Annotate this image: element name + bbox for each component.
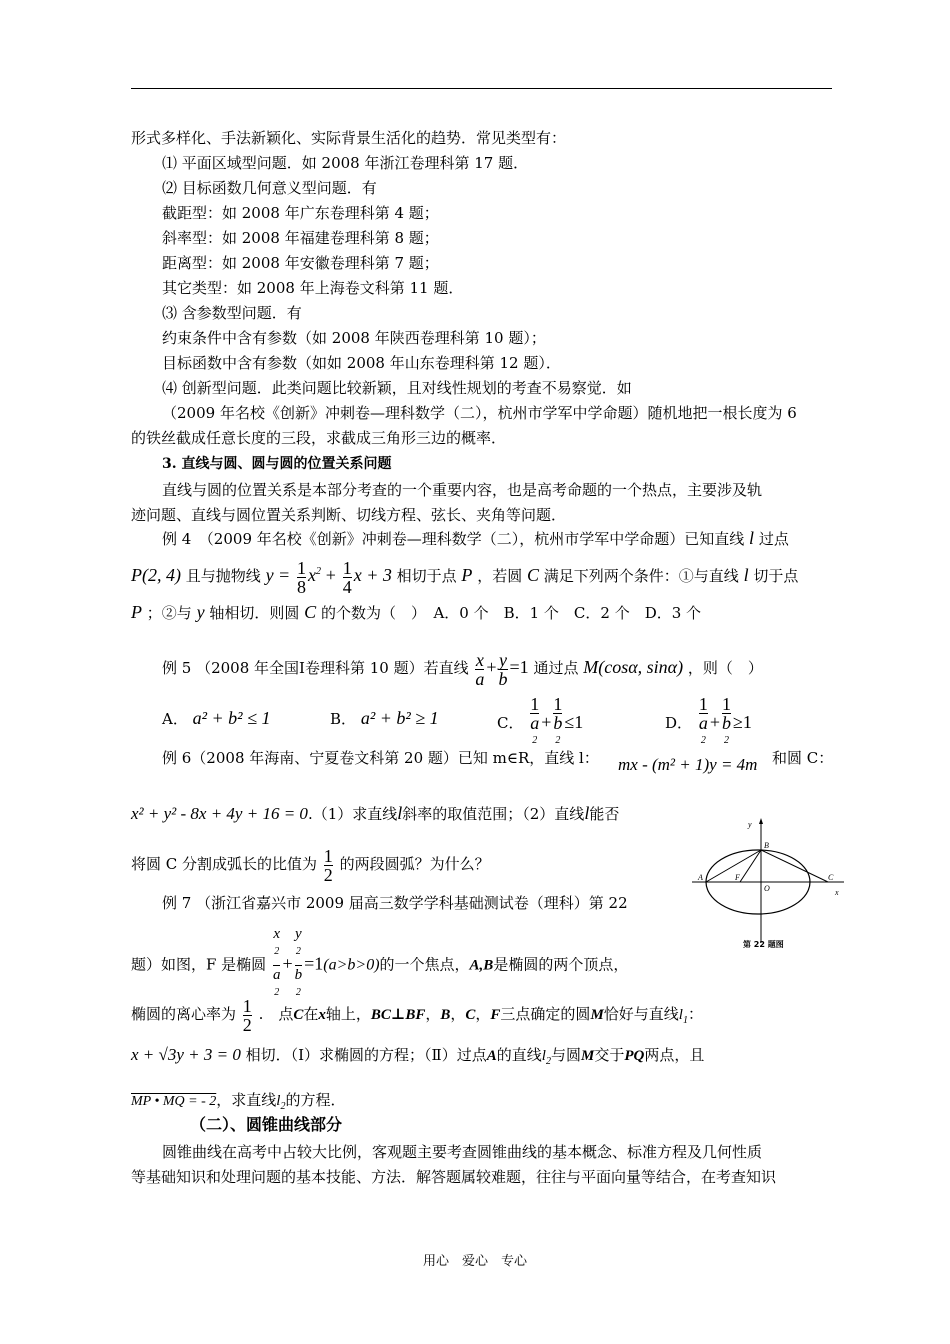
point-P24: P(2, 4)	[131, 565, 181, 585]
text-line: 斜率型：如 2008 年福建卷理科第 8 题；	[162, 229, 439, 247]
text-line: 其它类型：如 2008 年上海卷文科第 11 题．	[162, 279, 464, 297]
text: 例 5 （2008 年全国Ⅰ卷理科第 10 题）若直线	[162, 659, 469, 677]
text-line: ⑶ 含参数型问题．有	[162, 304, 302, 322]
segment-BF	[740, 850, 761, 882]
option-C: C． 1 a $^2$ + 1 b $^2$ ≤1	[497, 695, 583, 753]
fraction-x2-a2: x $^2$ a $^2$	[273, 925, 281, 1006]
fraction-1-4: $\frac{1}{4}$	[342, 557, 352, 597]
example-4-text-b: 过点	[758, 530, 789, 548]
option-B-expr: a² + b² ≥ 1	[360, 708, 439, 728]
line-l1-eq: x + √3y + 3 = 0	[131, 1045, 241, 1064]
option-A: A． a² + b² ≤ 1	[162, 708, 271, 728]
example-4-line1	[162, 528, 789, 549]
fraction-1-b2: 1 b $^2$	[553, 695, 562, 753]
option-A-expr: a² + b² ≤ 1	[192, 708, 271, 728]
example-5-line	[162, 645, 763, 690]
label-F: F	[735, 873, 740, 882]
fraction-1-a2: 1 a $^2$	[530, 695, 539, 753]
circle-eq: x² + y² - 8x + 4y + 16 = 0	[131, 804, 308, 823]
text: ；②与	[146, 604, 192, 622]
point-P: P	[131, 602, 142, 622]
text: 且与抛物线	[185, 567, 261, 585]
fraction-y2-b2: y $^2$ b $^2$	[295, 925, 303, 1006]
label-y: y	[748, 820, 752, 829]
example-7-line1: 例 7 （浙江省嘉兴市 2009 届高三数学学科基础测试卷（理科）第 22	[162, 894, 628, 912]
text-line: 约束条件中含有参数（如 2008 年陕西卷理科第 10 题）；	[162, 329, 546, 347]
example-6-line3: 将圆 C 分割成弧长的比值为 $\frac{1}{2}$ 的两段圆弧？为什么？	[131, 845, 490, 885]
text-line: ⑷ 创新型问题．此类问题比较新颖，且对线性规划的考查不易察觉．如	[162, 379, 632, 397]
text-line: 等基础知识和处理问题的基本技能、方法．解答题属较难题，往往与平面向量等结合，在考查知识	[131, 1168, 777, 1186]
example-7-line4: x + √3y + 3 = 0 相切．（Ⅰ）求椭圆的方程；（Ⅱ）过点A的直线$l_2$与圆M交于PQ两点，且	[131, 1045, 705, 1067]
label-B: B	[764, 841, 769, 850]
text: 的个数为（ ） A．0 个 B．1 个 C．2 个 D．3 个	[320, 604, 702, 622]
example-4-line3	[131, 602, 701, 623]
fraction-y-b: $\frac{y}{b}$	[498, 649, 508, 689]
text: 轴相切．则圆	[209, 604, 300, 622]
label-C: C	[828, 873, 834, 882]
section-heading-conic: （二）、圆锥曲线部分	[190, 1115, 343, 1134]
text-line: 距离型：如 2008 年安徽卷理科第 7 题；	[162, 254, 439, 272]
text-line: 目标函数中含有参数（如如 2008 年山东卷理科第 12 题）．	[162, 354, 561, 372]
example-6-line2: x² + y² - 8x + 4y + 16 = 0.（1）求直线l斜率的取值范围；（2）直线l能否	[131, 803, 620, 823]
example-7-line5: MP • MQ = - 2，求直线$l_2$的方程．	[131, 1091, 346, 1112]
parabola-x2: $x^2$	[307, 565, 321, 585]
fraction-1-a2: 1 a $^2$	[699, 695, 708, 753]
point-M: M(cosα, sinα)	[583, 657, 684, 677]
text-line: 圆锥曲线在高考中占较大比例，客观题主要考查圆锥曲线的基本概念、标准方程及几何性质	[162, 1143, 763, 1161]
option-B: B． a² + b² ≥ 1	[330, 708, 439, 728]
text-line: 直线与圆的位置关系是本部分考查的一个重要内容，也是高考命题的一个热点，主要涉及轨	[162, 481, 763, 499]
point-P: P	[461, 565, 473, 585]
label-O: O	[764, 884, 770, 893]
text: 切于点	[753, 567, 799, 585]
segment-AB	[706, 850, 761, 882]
text-line: （2009 年名校《创新》冲刺卷—理科数学（二），杭州市学军中学命题）随机地把一根长度为 6	[162, 404, 797, 422]
y-symbol: y	[196, 602, 205, 622]
text-line: 的铁丝截成任意长度的三段，求截成三角形三边的概率．	[131, 429, 507, 447]
y-axis-arrow-icon	[759, 818, 763, 824]
fraction-x-a: $\frac{x}{a}$	[475, 649, 485, 689]
page-footer: 用心 爱心 专心	[422, 1254, 527, 1269]
text: 相切于点	[396, 567, 457, 585]
segment-BC	[761, 850, 828, 882]
ellipse-figure	[688, 815, 850, 950]
text-line: ⑴ 平面区域型问题．如 2008 年浙江卷理科第 17 题．	[162, 154, 529, 172]
example-4-text: 例 4 （2009 年名校《创新》冲刺卷—理科数学（二），杭州市学军中学命题）已知直线	[162, 530, 745, 548]
example-7-line3: 椭圆的离心率为 $\frac{1}{2}$ . 点C在x轴上，BC⊥BF，B，C，F三点确定的圆M恰好与直线$l_1$：	[131, 995, 703, 1035]
example-6-line-eq: mx - (m² + 1)y = 4m	[618, 755, 758, 774]
option-D: D． 1 a $^2$ + 1 b $^2$ ≥1	[665, 695, 752, 753]
equals-one: =1	[509, 657, 529, 677]
text: 满足下列两个条件：①与直线	[543, 567, 739, 585]
text-line: 截距型：如 2008 年广东卷理科第 4 题；	[162, 204, 439, 222]
section-heading: 3. 直线与圆、圆与圆的位置关系问题	[162, 456, 392, 472]
fraction-1-8: $\frac{1}{8}$	[296, 557, 306, 597]
text-line: 迹问题、直线与圆位置关系判断、切线方程、弦长、夹角等问题．	[131, 506, 567, 524]
label-A: A	[698, 873, 703, 882]
header-rule	[131, 88, 832, 89]
text-line: 形式多样化、手法新颖化、实际背景生活化的趋势．常见类型有：	[131, 129, 567, 147]
figure-caption: 第 22 题图	[743, 940, 784, 949]
line-l-symbol: l	[743, 565, 749, 585]
vector-product: MP • MQ = - 2	[131, 1094, 217, 1109]
text: ，若圆	[477, 567, 523, 585]
fraction-1-b2: 1 b $^2$	[722, 695, 731, 753]
label-x: x	[835, 888, 839, 897]
text-line: ⑵ 目标函数几何意义型问题．有	[162, 179, 377, 197]
line-l-symbol: l	[749, 528, 755, 548]
plus-sign: +	[486, 657, 497, 677]
example-4-line2	[131, 552, 798, 596]
fraction-1-2: $\frac{1}{2}$	[323, 845, 333, 885]
parabola-y: y =	[265, 565, 291, 585]
circle-C: C	[304, 602, 317, 622]
plus-sign: +	[325, 565, 336, 585]
text: 通过点	[533, 659, 579, 677]
example-7-line2: 题）如图，F 是椭圆 x $^2$ a $^2$ + y $^2$ b $^2$ =1(a>b>0)的一个焦点，A,B是椭圆的两个顶点，	[131, 925, 628, 1006]
fraction-1-2: $\frac{1}{2}$	[242, 995, 252, 1035]
example-6-circle-label: 和圆 C：	[772, 749, 834, 767]
circle-C: C	[527, 565, 540, 585]
parabola-tail: x + 3	[353, 565, 392, 585]
text: ，则（ ）	[687, 659, 763, 677]
example-6-line1: 例 6（2008 年海南、宁夏卷文科第 20 题）已知 m∈R，直线 l：	[162, 749, 599, 767]
